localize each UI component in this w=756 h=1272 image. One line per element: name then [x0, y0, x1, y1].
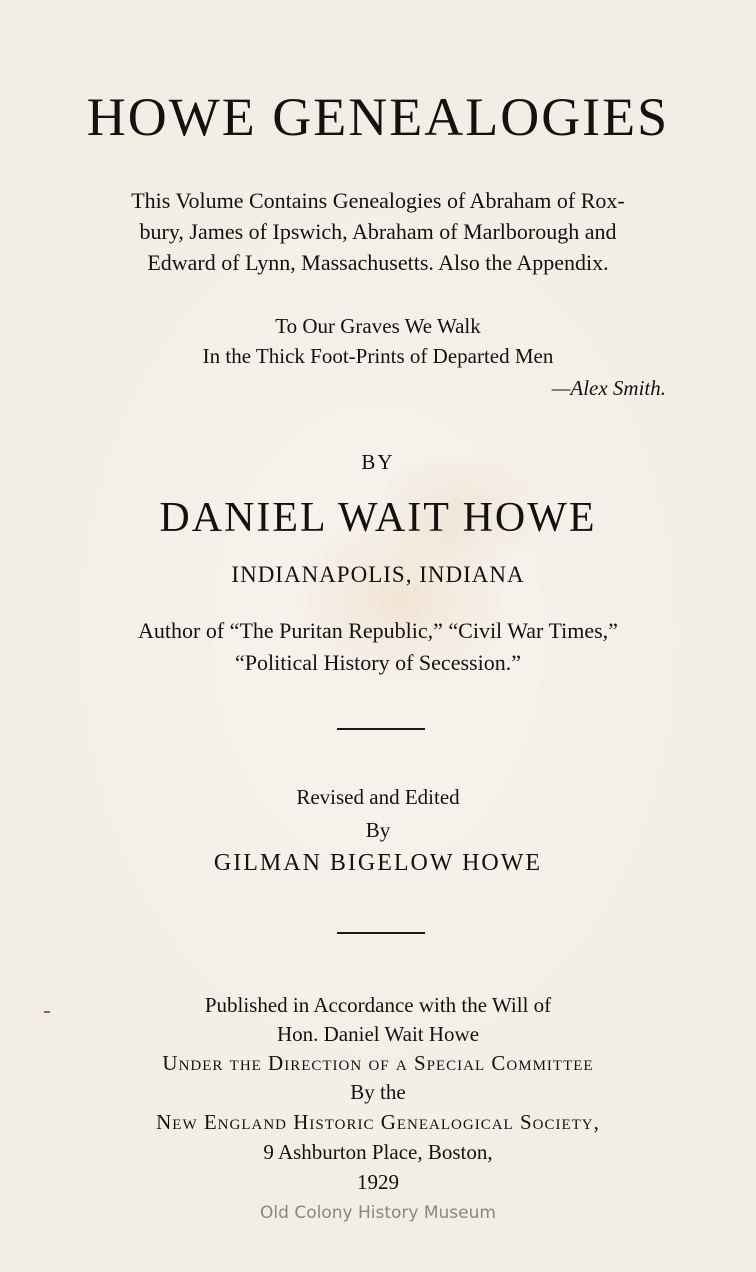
divider-rule-1 [337, 728, 425, 730]
editor-name: GILMAN BIGELOW HOWE [213, 850, 543, 876]
epigraph-line-1: To Our Graves We Walk [275, 314, 481, 338]
watermark-text: Old Colony History Museum [260, 1203, 496, 1223]
description-line-3: Edward of Lynn, Massachusetts. Also the Appendix. [147, 250, 609, 275]
publication-line-3: Under the Direction of a Special Committee [162, 1051, 594, 1075]
ink-speck [44, 1011, 50, 1013]
editor-by-line: By [365, 818, 391, 842]
divider-rule-2 [337, 932, 425, 934]
author-location: INDIANAPOLIS, INDIANA [231, 562, 525, 587]
description-line-2: bury, James of Ipswich, Abraham of Marlborough and [139, 219, 617, 244]
revised-edited-line: Revised and Edited [296, 785, 460, 809]
book-title: HOWE GENEALOGIES [86, 87, 670, 147]
works-line-2: “Political History of Secession.” [235, 650, 521, 675]
description-line-1: This Volume Contains Genealogies of Abraham of Rox- [131, 188, 625, 213]
epigraph-line-2: In the Thick Foot-Prints of Departed Men [202, 344, 554, 368]
publication-line-2: Hon. Daniel Wait Howe [276, 1022, 480, 1046]
byline: BY [361, 450, 395, 474]
publication-line-1: Published in Accordance with the Will of [204, 993, 552, 1017]
publication-line-5: New England Historic Genealogical Society, [156, 1110, 600, 1134]
epigraph-attribution: —Alex Smith. [551, 376, 666, 400]
publication-line-4: By the [350, 1080, 406, 1104]
publication-line-6: 9 Ashburton Place, Boston, [263, 1140, 493, 1164]
works-line-1: Author of “The Puritan Republic,” “Civil War Times,” [138, 618, 618, 643]
author-name: DANIEL WAIT HOWE [159, 495, 597, 541]
publication-year: 1929 [357, 1170, 399, 1194]
